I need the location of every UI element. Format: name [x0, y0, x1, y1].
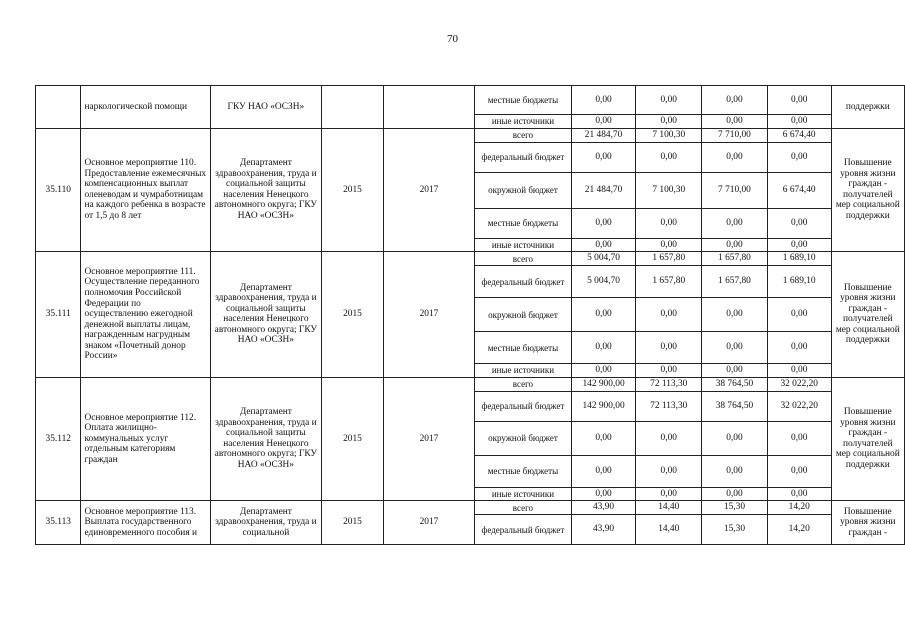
number-cell [36, 86, 81, 129]
table-row [36, 501, 905, 515]
value-cell: 5 004,70 [571, 266, 636, 298]
value-cell: 72 113,30 [636, 391, 702, 421]
value-cell: 0,00 [636, 364, 702, 378]
source-cell: местные бюджеты [475, 208, 571, 238]
table-row [36, 252, 905, 266]
value-cell: 0,00 [767, 487, 831, 501]
value-cell: 0,00 [571, 86, 636, 115]
result-cell: Повышение уровня жизни граждан - [831, 501, 904, 545]
value-cell: 0,00 [767, 455, 831, 487]
source-cell: федеральный бюджет [475, 391, 571, 421]
table-row [36, 377, 905, 391]
source-cell: местные бюджеты [475, 332, 571, 364]
end-year-cell: 2017 [383, 252, 474, 378]
start-year-cell: 2015 [322, 377, 384, 501]
value-cell: 0,00 [767, 142, 831, 172]
executor-cell: Департамент здравоохранения, труда и социальной защиты населения Ненецкого автономного округа; ГКУ НАО «ОСЗН» [210, 252, 322, 378]
table-row [36, 128, 905, 142]
value-cell: 0,00 [636, 142, 702, 172]
value-cell: 15,30 [702, 501, 768, 515]
source-cell: иные источники [475, 238, 571, 252]
value-cell: 6 674,40 [767, 128, 831, 142]
value-cell: 0,00 [767, 238, 831, 252]
value-cell: 1 657,80 [702, 266, 768, 298]
value-cell: 0,00 [571, 298, 636, 332]
source-cell: федеральный бюджет [475, 266, 571, 298]
value-cell: 5 004,70 [571, 252, 636, 266]
value-cell: 0,00 [702, 142, 768, 172]
description-cell: наркологической помощи [81, 86, 210, 129]
value-cell: 0,00 [571, 332, 636, 364]
source-cell: всего [475, 501, 571, 515]
value-cell: 14,20 [767, 501, 831, 515]
source-cell: местные бюджеты [475, 455, 571, 487]
table-row [36, 86, 905, 115]
number-cell: 35.113 [36, 501, 81, 545]
value-cell: 0,00 [571, 208, 636, 238]
result-cell: Повышение уровня жизни граждан - получателей мер социальной поддержки [831, 377, 904, 501]
number-cell: 35.112 [36, 377, 81, 501]
page-number: 70 [447, 33, 458, 45]
executor-cell: ГКУ НАО «ОСЗН» [210, 86, 322, 129]
description-cell: Основное мероприятие 110. Предоставление ежемесячных компенсационных выплат оленеводам и чумработницам на каждого ребенка в возрасте от 1,5 до 8 лет [81, 128, 210, 252]
value-cell: 0,00 [571, 421, 636, 455]
value-cell: 0,00 [702, 364, 768, 378]
number-cell: 35.111 [36, 252, 81, 378]
value-cell: 0,00 [636, 115, 702, 129]
value-cell: 0,00 [702, 208, 768, 238]
start-year-cell: 2015 [322, 252, 384, 378]
result-cell: поддержки [831, 86, 904, 129]
result-cell: Повышение уровня жизни граждан - получателей мер социальной поддержки [831, 128, 904, 252]
value-cell: 21 484,70 [571, 172, 636, 208]
value-cell: 0,00 [636, 238, 702, 252]
number-cell: 35.110 [36, 128, 81, 252]
value-cell: 0,00 [636, 86, 702, 115]
value-cell: 7 100,30 [636, 128, 702, 142]
value-cell: 0,00 [636, 487, 702, 501]
description-cell: Основное мероприятие 113. Выплата государственного единовременного пособия и [81, 501, 210, 545]
value-cell: 0,00 [702, 421, 768, 455]
value-cell: 0,00 [636, 332, 702, 364]
executor-cell: Департамент здравоохранения, труда и социальной защиты населения Ненецкого автономного округа; ГКУ НАО «ОСЗН» [210, 377, 322, 501]
value-cell: 1 689,10 [767, 252, 831, 266]
program-table [35, 85, 905, 545]
value-cell: 43,90 [571, 515, 636, 545]
value-cell: 38 764,50 [702, 391, 768, 421]
value-cell: 43,90 [571, 501, 636, 515]
value-cell: 0,00 [767, 115, 831, 129]
source-cell: иные источники [475, 487, 571, 501]
value-cell: 0,00 [767, 364, 831, 378]
value-cell: 6 674,40 [767, 172, 831, 208]
result-cell: Повышение уровня жизни граждан - получателей мер социальной поддержки [831, 252, 904, 378]
end-year-cell: 2017 [383, 128, 474, 252]
executor-cell: Департамент здравоохранения, труда и социальной защиты населения Ненецкого автономного округа; ГКУ НАО «ОСЗН» [210, 128, 322, 252]
value-cell: 0,00 [571, 238, 636, 252]
source-cell: иные источники [475, 115, 571, 129]
end-year-cell [383, 86, 474, 129]
value-cell: 32 022,20 [767, 391, 831, 421]
value-cell: 15,30 [702, 515, 768, 545]
source-cell: окружной бюджет [475, 421, 571, 455]
value-cell: 0,00 [767, 332, 831, 364]
value-cell: 0,00 [702, 86, 768, 115]
source-cell: всего [475, 377, 571, 391]
source-cell: всего [475, 128, 571, 142]
value-cell: 0,00 [571, 455, 636, 487]
start-year-cell: 2015 [322, 128, 384, 252]
value-cell: 32 022,20 [767, 377, 831, 391]
source-cell: местные бюджеты [475, 86, 571, 115]
source-cell: федеральный бюджет [475, 515, 571, 545]
source-cell: окружной бюджет [475, 298, 571, 332]
value-cell: 0,00 [702, 455, 768, 487]
end-year-cell: 2017 [383, 501, 474, 545]
value-cell: 0,00 [571, 364, 636, 378]
value-cell: 1 689,10 [767, 266, 831, 298]
source-cell: всего [475, 252, 571, 266]
value-cell: 0,00 [571, 142, 636, 172]
value-cell: 1 657,80 [636, 252, 702, 266]
value-cell: 38 764,50 [702, 377, 768, 391]
value-cell: 14,40 [636, 515, 702, 545]
source-cell: федеральный бюджет [475, 142, 571, 172]
value-cell: 21 484,70 [571, 128, 636, 142]
value-cell: 0,00 [702, 298, 768, 332]
value-cell: 0,00 [636, 208, 702, 238]
value-cell: 0,00 [702, 115, 768, 129]
value-cell: 1 657,80 [636, 266, 702, 298]
value-cell: 1 657,80 [702, 252, 768, 266]
value-cell: 0,00 [767, 298, 831, 332]
start-year-cell [322, 86, 384, 129]
value-cell: 0,00 [702, 238, 768, 252]
value-cell: 0,00 [767, 86, 831, 115]
start-year-cell: 2015 [322, 501, 384, 545]
description-cell: Основное мероприятие 112. Оплата жилищно-коммунальных услуг отдельным категориям граждан [81, 377, 210, 501]
value-cell: 7 710,00 [702, 172, 768, 208]
executor-cell: Департамент здравоохранения, труда и социальной [210, 501, 322, 545]
value-cell: 142 900,00 [571, 391, 636, 421]
value-cell: 7 710,00 [702, 128, 768, 142]
value-cell: 72 113,30 [636, 377, 702, 391]
source-cell: иные источники [475, 364, 571, 378]
value-cell: 0,00 [636, 455, 702, 487]
end-year-cell: 2017 [383, 377, 474, 501]
value-cell: 14,40 [636, 501, 702, 515]
description-cell: Основное мероприятие 111. Осуществление переданного полномочия Российской Федерации по осуществлению ежегодной денежной выплаты лицам, награжденным нагрудным знаком «Почетный донор России» [81, 252, 210, 378]
value-cell: 14,20 [767, 515, 831, 545]
value-cell: 0,00 [636, 298, 702, 332]
value-cell: 7 100,30 [636, 172, 702, 208]
value-cell: 0,00 [767, 208, 831, 238]
value-cell: 0,00 [636, 421, 702, 455]
value-cell: 0,00 [767, 421, 831, 455]
value-cell: 0,00 [571, 487, 636, 501]
value-cell: 142 900,00 [571, 377, 636, 391]
value-cell: 0,00 [571, 115, 636, 129]
source-cell: окружной бюджет [475, 172, 571, 208]
value-cell: 0,00 [702, 332, 768, 364]
value-cell: 0,00 [702, 487, 768, 501]
